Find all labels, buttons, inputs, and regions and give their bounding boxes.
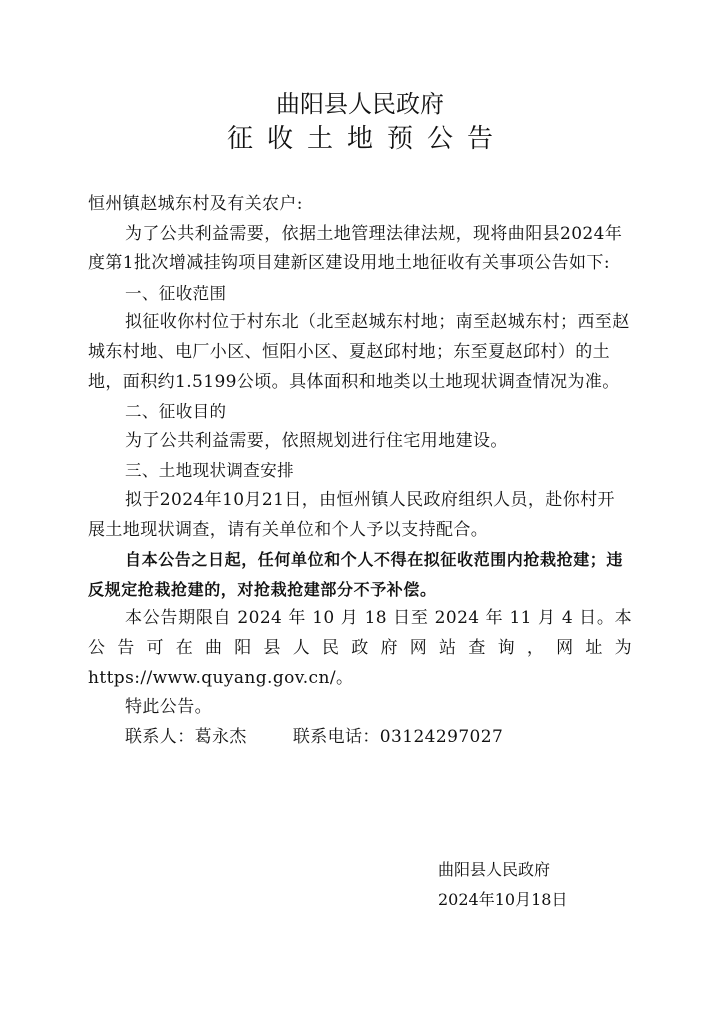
section-text-scope: 拟征收你村位于村东北（北至赵城东村地；南至赵城东村；西至赵城东村地、电厂小区、恒阳小区、夏赵邱村地；东至夏赵邱村）的土地，面积约1.5199公顷。具体面积和地类以土地现状调查情况为准。 [88, 312, 630, 392]
website-url: https://www.quyang.gov.cn/。 [88, 667, 354, 688]
section-heading-survey: 三、土地现状调查安排 [125, 461, 294, 481]
notice-title: 征收土地预公告 [226, 124, 507, 154]
warning-paragraph: 自本公告之日起，任何单位和个人不得在拟征收范围内抢栽抢建；违反规定抢栽抢建的，对抢栽抢建部分不予补偿。 [88, 550, 624, 599]
contact-person: 联系人：葛永杰 [125, 726, 247, 747]
section-text-purpose: 为了公共利益需要，依照规划进行住宅用地建设。 [125, 430, 508, 451]
contact-line [88, 723, 632, 753]
signature-org: 曲阳县人民政府 [438, 860, 551, 879]
section-heading-scope: 一、征收范围 [125, 283, 227, 303]
addressee: 恒州镇赵城东村及有关农户: [88, 194, 303, 214]
notice-body [88, 190, 632, 752]
period-line-1: 本公告期限自 2024 年 10 月 18 日至 2024 年 11 月 4 日。本 [125, 608, 632, 629]
intro-paragraph: 为了公共利益需要，依据土地管理法律法规，现将曲阳县2024年度第1批次增减挂钩项目建新区建设用地土地征收有关事项公告如下: [88, 223, 623, 274]
section-text-survey: 拟于2024年10月21日，由恒州镇人民政府组织人员，赴你村开展土地现状调查，请有关单位和个人予以支持配合。 [88, 489, 615, 540]
section-heading-purpose: 二、征收目的 [125, 402, 227, 422]
signature-date: 2024年10月18日 [438, 890, 568, 909]
period-line-2: 公告可在曲阳县人民政府网站查询，网址为 [88, 637, 632, 658]
contact-phone: 联系电话：03124297027 [292, 726, 504, 747]
issuer-title: 曲阳县人民政府 [276, 90, 444, 118]
closing-text: 特此公告。 [125, 697, 212, 718]
